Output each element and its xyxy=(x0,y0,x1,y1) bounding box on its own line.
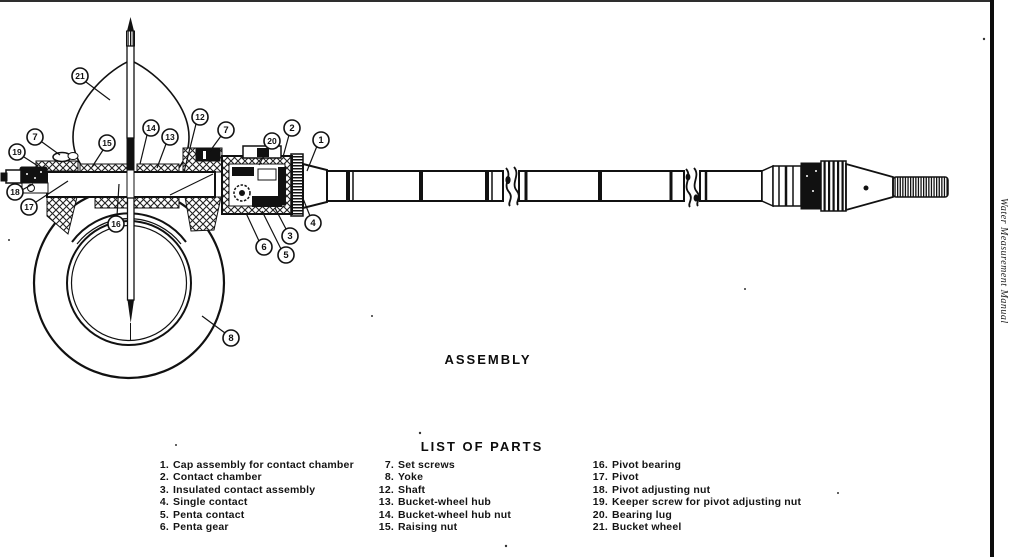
part-number: 7. xyxy=(384,459,394,471)
svg-text:7: 7 xyxy=(32,132,38,144)
part-label: Single contact xyxy=(173,496,248,509)
part-number: 5. xyxy=(159,508,169,521)
callout-13 xyxy=(157,129,178,168)
part-label: Pivot xyxy=(612,471,639,484)
part-item xyxy=(372,509,511,521)
svg-text:15: 15 xyxy=(102,138,112,149)
part-label: Penta gear xyxy=(173,521,229,534)
part-item xyxy=(372,471,511,483)
svg-text:1: 1 xyxy=(318,135,324,147)
part-label: Bucket wheel xyxy=(612,521,682,534)
part-item xyxy=(147,459,354,471)
assembly-caption: ASSEMBLY xyxy=(444,352,532,367)
part-number: 20. xyxy=(592,508,608,521)
part-label: Pivot bearing xyxy=(612,459,682,471)
part-label: Penta contact xyxy=(173,508,245,521)
part-number: 16. xyxy=(592,459,608,471)
part-number: 1. xyxy=(159,459,169,471)
part-item xyxy=(586,471,801,483)
part-number: 13. xyxy=(378,496,394,509)
part-item xyxy=(147,496,354,508)
svg-text:21: 21 xyxy=(75,71,85,82)
svg-text:17: 17 xyxy=(24,202,34,213)
parts-list-column-1 xyxy=(147,459,354,533)
part-item xyxy=(372,496,511,508)
part-label: Shaft xyxy=(398,483,426,496)
svg-text:3: 3 xyxy=(287,231,293,243)
part-label: Bucket-wheel hub xyxy=(398,496,492,509)
svg-text:12: 12 xyxy=(195,112,205,123)
part-item xyxy=(372,459,511,471)
part-item xyxy=(586,521,801,533)
svg-text:5: 5 xyxy=(283,250,289,262)
part-item xyxy=(147,509,354,521)
part-number: 12. xyxy=(378,483,394,496)
part-label: Raising nut xyxy=(398,521,458,534)
part-item xyxy=(586,484,801,496)
svg-text:14: 14 xyxy=(146,123,156,134)
part-number: 2. xyxy=(159,471,169,484)
part-item xyxy=(586,496,801,508)
part-number: 17. xyxy=(592,471,608,484)
part-label: Insulated contact assembly xyxy=(173,483,316,496)
part-item xyxy=(586,459,801,471)
parts-list-title: LIST OF PARTS xyxy=(420,439,544,454)
part-number: 18. xyxy=(592,483,608,496)
part-number: 21. xyxy=(592,521,608,534)
callout-15 xyxy=(92,135,115,167)
svg-text:16: 16 xyxy=(111,219,121,230)
part-number: 15. xyxy=(378,521,394,534)
parts-list-column-3 xyxy=(586,459,801,533)
part-number: 4. xyxy=(159,496,169,509)
svg-text:8: 8 xyxy=(228,333,234,345)
callout-7 xyxy=(210,122,234,151)
callout-19 xyxy=(9,144,38,166)
part-number: 6. xyxy=(159,521,169,534)
callout-14 xyxy=(140,120,159,164)
callout-7 xyxy=(27,129,60,155)
part-label: Bucket-wheel hub nut xyxy=(398,508,512,521)
part-number: 8. xyxy=(384,471,394,484)
tail-rod xyxy=(327,161,948,211)
callout-8 xyxy=(202,316,239,346)
svg-text:18: 18 xyxy=(10,187,20,198)
part-item xyxy=(586,509,801,521)
svg-text:2: 2 xyxy=(289,123,295,135)
set-screw-block xyxy=(196,149,220,161)
svg-text:20: 20 xyxy=(267,136,277,147)
part-label: Bearing lug xyxy=(612,508,672,521)
part-label: Pivot adjusting nut xyxy=(612,483,711,496)
part-label: Yoke xyxy=(398,471,424,484)
svg-text:7: 7 xyxy=(223,125,229,137)
parts-list-column-2 xyxy=(372,459,511,533)
spindle xyxy=(127,17,135,341)
callout-2 xyxy=(283,120,300,157)
part-number: 3. xyxy=(159,483,169,496)
part-number: 19. xyxy=(592,496,608,509)
svg-text:13: 13 xyxy=(165,132,175,143)
part-label: Contact chamber xyxy=(173,471,262,484)
side-margin-title: Water Measurement Manual xyxy=(998,198,1009,324)
svg-text:4: 4 xyxy=(310,218,316,230)
part-number: 14. xyxy=(378,508,394,521)
svg-text:6: 6 xyxy=(261,242,267,254)
contact-chamber xyxy=(222,146,327,216)
svg-text:19: 19 xyxy=(12,147,22,158)
part-label: Keeper screw for pivot adjusting nut xyxy=(612,496,802,509)
callout-6 xyxy=(246,213,272,255)
part-item xyxy=(372,521,511,533)
part-label: Cap assembly for contact chamber xyxy=(173,459,354,471)
part-label: Set screws xyxy=(398,459,455,471)
callout-21 xyxy=(72,68,110,100)
part-item xyxy=(147,521,354,533)
part-item xyxy=(147,471,354,483)
part-item xyxy=(147,484,354,496)
part-item xyxy=(372,484,511,496)
